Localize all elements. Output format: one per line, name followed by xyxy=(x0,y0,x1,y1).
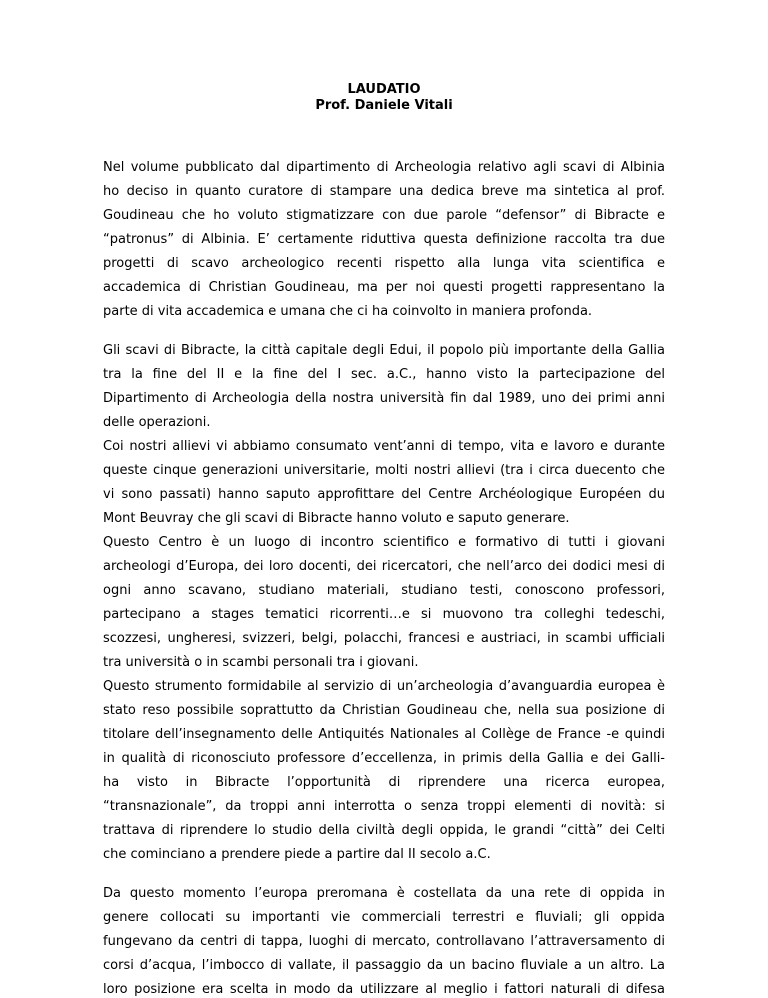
text-line: ogni anno scavano, studiano materiali, studiano testi, conoscono professori, xyxy=(103,583,665,598)
text-line: trattava di riprendere lo studio della civiltà degli oppida, le grandi “città” dei Celti xyxy=(103,823,665,838)
text-line: che cominciano a prendere piede a partire dal II secolo a.C. xyxy=(103,847,491,862)
text-line: loro posizione era scelta in modo da utilizzare al meglio i fattori naturali di difesa xyxy=(103,982,665,997)
text-line: Questo Centro è un luogo di incontro scientifico e formativo di tutti i giovani xyxy=(103,535,665,550)
text-line: Da questo momento l’europa preromana è costellata da una rete di oppida in xyxy=(103,886,665,901)
text-line: Goudineau che ho voluto stigmatizzare con due parole “defensor” di Bibracte e xyxy=(103,208,665,223)
text-line: Coi nostri allievi vi abbiamo consumato vent’anni di tempo, vita e lavoro e durante xyxy=(103,439,665,454)
document-title: LAUDATIO xyxy=(347,82,421,97)
text-line: ho deciso in quanto curatore di stampare una dedica breve ma sintetica al prof. xyxy=(103,184,665,199)
text-line: Dipartimento di Archeologia della nostra università fin dal 1989, uno dei primi anni xyxy=(103,391,665,406)
text-line: tra la fine del II e la fine del I sec. a.C., hanno visto la partecipazione del xyxy=(103,367,665,382)
text-line: partecipano a stages tematici ricorrenti…e si muovono tra colleghi tedeschi, xyxy=(103,607,665,622)
text-line: corsi d’acqua, l’imbocco di vallate, il passaggio da un bacino fluviale a un altro. La xyxy=(103,958,665,973)
text-line: parte di vita accademica e umana che ci ha coinvolto in maniera profonda. xyxy=(103,304,593,319)
text-line: tra università o in scambi personali tra i giovani. xyxy=(103,655,419,670)
text-line: in qualità di riconosciuto professore d’eccellenza, in primis della Gallia e dei Galli- xyxy=(103,751,665,766)
text-line: delle operazioni. xyxy=(103,415,211,430)
text-line: ha visto in Bibracte l’opportunità di riprendere una ricerca europea, xyxy=(103,775,665,790)
text-line: accademica di Christian Goudineau, ma per noi questi progetti rappresentano la xyxy=(103,280,665,295)
text-line: fungevano da centri di tappa, luoghi di mercato, controllavano l’attraversamento di xyxy=(103,934,665,949)
text-line: stato reso possibile soprattutto da Christian Goudineau che, nella sua posizione di xyxy=(103,703,665,718)
text-line: archeologi d’Europa, dei loro docenti, dei ricercatori, che nell’arco dei dodici mesi di xyxy=(103,559,665,574)
text-line: Nel volume pubblicato dal dipartimento di Archeologia relativo agli scavi di Albinia xyxy=(103,160,665,175)
document-subtitle: Prof. Daniele Vitali xyxy=(315,98,453,113)
text-line: “transnazionale”, da troppi anni interrotta o senza troppi elementi di novità: si xyxy=(103,799,665,814)
text-line: Gli scavi di Bibracte, la città capitale degli Edui, il popolo più importante della Gallia xyxy=(103,343,665,358)
text-line: titolare dell’insegnamento delle Antiquités Nationales al Collège de France -e quindi xyxy=(103,727,665,742)
text-line: Mont Beuvray che gli scavi di Bibracte hanno voluto e saputo generare. xyxy=(103,511,570,526)
text-line: Questo strumento formidabile al servizio di un’archeologia d’avanguardia europea è xyxy=(103,679,665,694)
text-line: queste cinque generazioni universitarie, molti nostri allievi (tra i circa duecento che xyxy=(103,463,665,478)
heading xyxy=(0,82,768,114)
text-line: vi sono passati) hanno saputo approfittare del Centre Archéologique Européen du xyxy=(103,487,665,502)
text-line: “patronus” di Albinia. E’ certamente riduttiva questa definizione raccolta tra due xyxy=(103,232,665,247)
text-line: genere collocati su importanti vie commerciali terrestri e fluviali; gli oppida xyxy=(103,910,665,925)
text-line: scozzesi, ungheresi, svizzeri, belgi, polacchi, francesi e austriaci, in scambi ufficiali xyxy=(103,631,665,646)
text-line: progetti di scavo archeologico recenti rispetto alla lunga vita scientifica e xyxy=(103,256,665,271)
